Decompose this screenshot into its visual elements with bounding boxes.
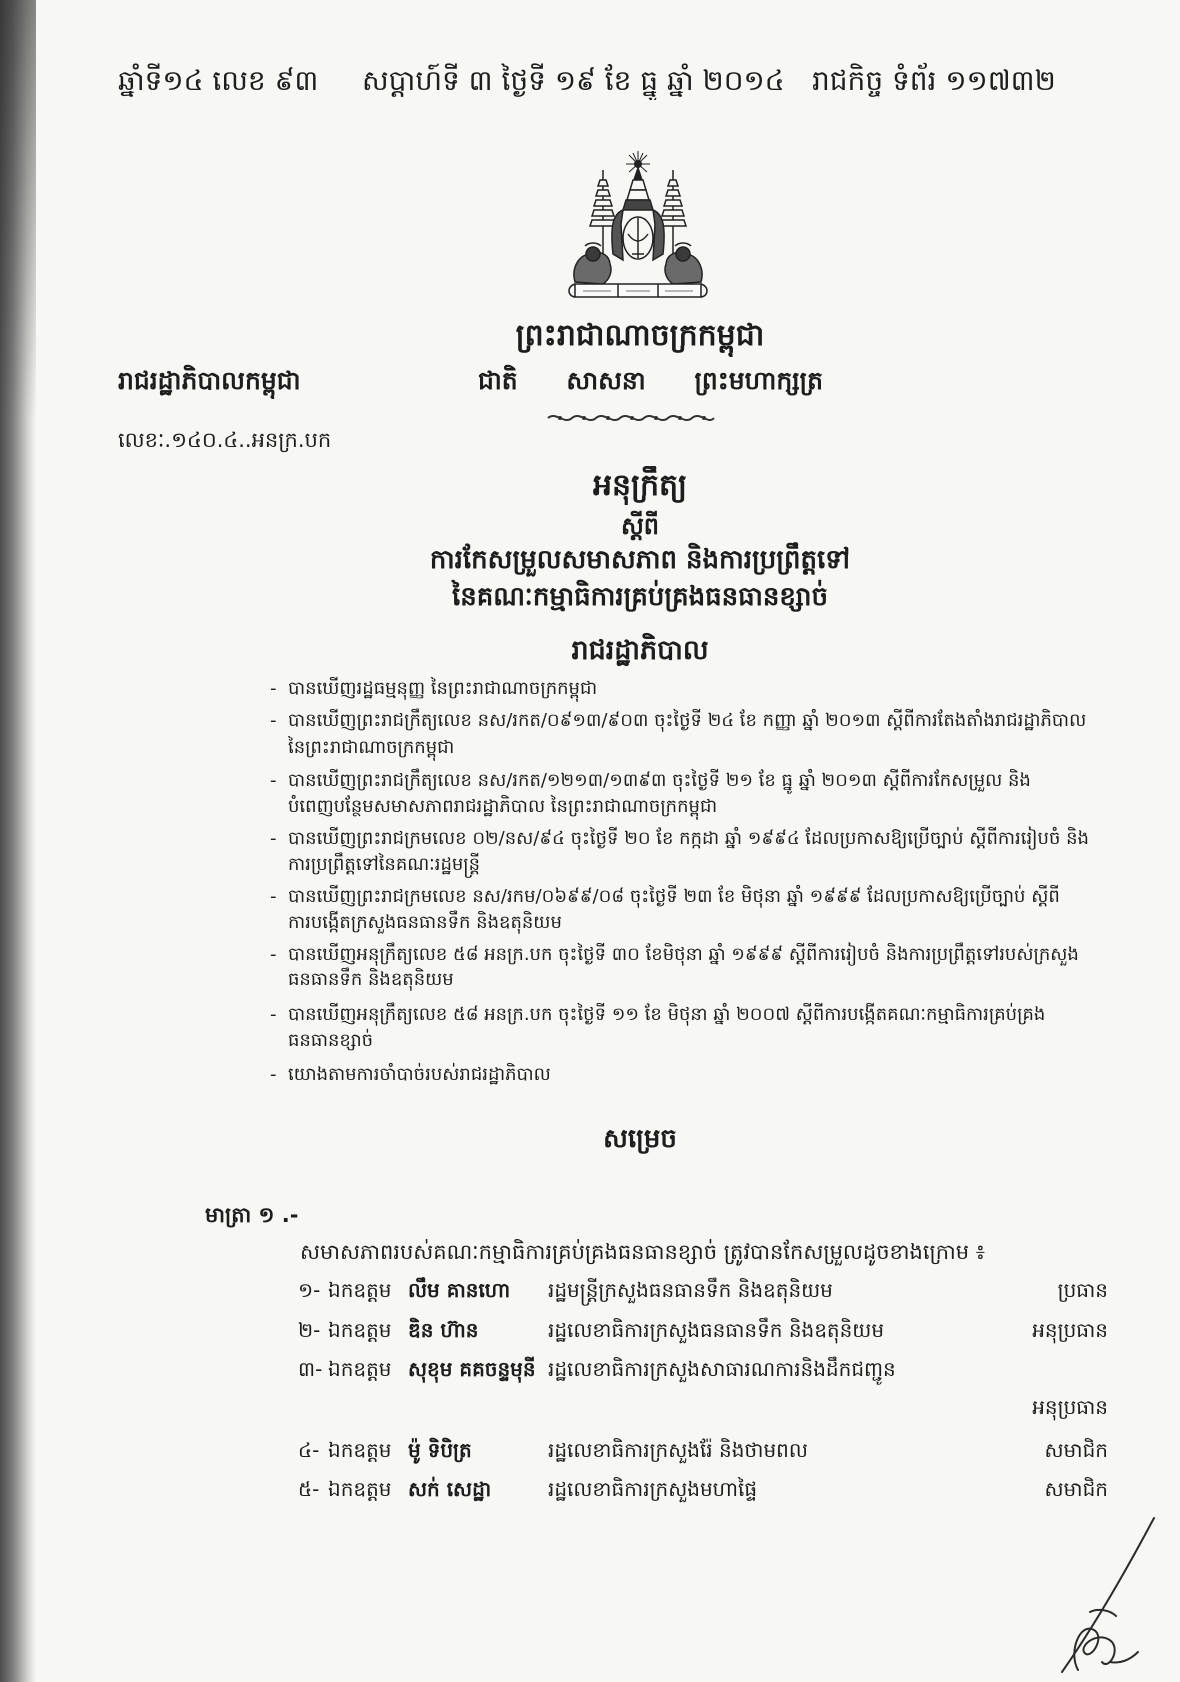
- bullet-marker: -: [270, 770, 277, 791]
- member-position: រដ្ឋលេខាធិការក្រសួងរ៉ែ និងថាមពល: [548, 1438, 808, 1462]
- bullet-marker: -: [270, 1004, 277, 1025]
- member-honorific: ឯកឧត្តម: [328, 1318, 392, 1342]
- member-name: ឌិន ហ៊ាន: [408, 1318, 479, 1342]
- reference-number: លេខៈ.១៤០.៤..អនក្រ.បក: [118, 428, 332, 452]
- article-intro: សមាសភាពរបស់គណៈកម្មាធិការគ្រប់គ្រងធនធានខ្សាច់ ត្រូវបានកែសម្រួលដូចខាងក្រោម ៖: [300, 1240, 986, 1264]
- member-number: ៣-: [298, 1357, 323, 1381]
- article-heading: មាត្រា ១ .-: [205, 1203, 299, 1227]
- gazette-page-number: រាជកិច្ច ទំព័រ ១១៧៣២: [812, 64, 1056, 97]
- gazette-week-date: សប្តាហ៍ទី ៣ ថ្ងៃទី ១៩ ខែ ធ្នូ ឆ្នាំ ២០១៤: [362, 64, 785, 97]
- member-role: សមាជិក: [1044, 1438, 1108, 1462]
- preamble-line: បានឃើញព្រះរាជក្រមលេខ នស/រកម/០៦៩៩/០៨ ចុះថ្ងៃទី ២៣ ខែ មិថុនា ឆ្នាំ ១៩៩៩ ដែលប្រកាសឱ្យប្រើច្បាប់ ស្តីពី: [288, 886, 1060, 907]
- member-honorific: ឯកឧត្តម: [328, 1477, 392, 1501]
- preamble-line: បានឃើញអនុក្រឹត្យលេខ ៥៨ អនក្រ.បក ចុះថ្ងៃទី ១១ ខែ មិថុនា ឆ្នាំ ២០០៧ ស្តីពីការបង្កើតគណៈកម្មាធិការគ្រប់គ្រង: [288, 1004, 1046, 1025]
- preamble-line: បានឃើញព្រះរាជក្រមលេខ ០២/នស/៩៤ ចុះថ្ងៃទី ២០ ខែ កក្កដា ឆ្នាំ ១៩៩៤ ដែលប្រកាសឱ្យប្រើច្បាប់ ស្តីពីការរៀបចំ និង: [288, 828, 1089, 849]
- member-role: ប្រធាន: [1057, 1278, 1108, 1302]
- member-name: សក់ សេដ្ឋា: [408, 1477, 492, 1501]
- gazette-year-issue: ឆ្នាំទី១៤ លេខ ៩៣: [118, 64, 319, 97]
- member-role: សមាជិក: [1044, 1477, 1108, 1501]
- bullet-marker: -: [270, 678, 277, 699]
- member-number: ១-: [298, 1278, 321, 1302]
- member-role: អនុប្រធាន: [1032, 1318, 1108, 1342]
- bullet-marker: -: [270, 710, 277, 731]
- member-honorific: ឯកឧត្តម: [328, 1438, 392, 1462]
- document-on: ស្តីពី: [620, 511, 660, 540]
- member-number: ៥-: [298, 1477, 320, 1501]
- preamble-line: បំពេញបន្ថែមសមាសភាពរាជរដ្ឋាភិបាល នៃព្រះរាជាណាចក្រកម្ពុជា: [288, 796, 718, 817]
- member-position: រដ្ឋមន្ត្រីក្រសួងធនធានទឹក និងឧតុនិយម: [548, 1278, 833, 1302]
- member-name: ម៉ូ ទិបិត្រ: [408, 1438, 472, 1462]
- member-number: ៤-: [298, 1438, 320, 1462]
- member-position: រដ្ឋលេខាធិការក្រសួងធនធានទឹក និងឧតុនិយម: [548, 1318, 885, 1342]
- member-row: [0, 1433, 1180, 1467]
- member-row: [0, 1273, 1180, 1307]
- preamble-line: ធនធានទឹក និងឧតុនិយម: [288, 969, 454, 990]
- preamble-line: ការប្រព្រឹត្តទៅនៃគណៈរដ្ឋមន្ត្រី: [288, 854, 481, 875]
- ornament-divider-icon: [540, 409, 720, 427]
- member-name: លឹម គានហោ: [408, 1278, 511, 1302]
- member-role: អនុប្រធាន: [1032, 1395, 1108, 1419]
- national-motto: [478, 363, 823, 399]
- member-row: [0, 1352, 1180, 1419]
- document-type: អនុក្រឹត្យ: [592, 468, 688, 503]
- preamble-line: បានឃើញអនុក្រឹត្យលេខ ៥៨ អនក្រ.បក ចុះថ្ងៃទី ៣០ ខែមិថុនា ឆ្នាំ ១៩៩៩ ស្តីពីការរៀបចំ និងការប្រព្រឹត្តទៅរបស់ក្រសួង: [288, 944, 1079, 965]
- bullet-marker: -: [270, 828, 277, 849]
- scan-shadow-top: [0, 0, 36, 420]
- subject-line-1: ការកែសម្រួលសមាសភាព និងការប្រព្រឹត្តទៅ: [429, 545, 851, 575]
- bullet-marker: -: [270, 1064, 277, 1085]
- signature-mark: [1050, 1512, 1162, 1677]
- kingdom-title: ព្រះរាជាណាចក្រកម្ពុជា: [515, 318, 765, 353]
- bullet-marker: -: [270, 944, 277, 965]
- preamble-line: បានឃើញព្រះរាជក្រឹត្យលេខ នស/រកត/១២១៣/១៣៩៣ ចុះថ្ងៃទី ២១ ខែ ធ្នូ ឆ្នាំ ២០១៣ ស្តីពីការកែសម្រួល និង: [288, 770, 1031, 791]
- royal-emblem-icon: [563, 150, 713, 300]
- member-row: [0, 1313, 1180, 1347]
- member-row: [0, 1472, 1180, 1506]
- preamble-line: យោងតាមការចាំបាច់របស់រាជរដ្ឋាភិបាល: [288, 1064, 551, 1085]
- decision-heading: សម្រេច: [603, 1124, 677, 1154]
- member-name: សុខុម គគចន្ទមុនី: [408, 1357, 536, 1381]
- member-honorific: ឯកឧត្តម: [328, 1357, 392, 1381]
- preamble-line: ធនធានខ្សាច់: [288, 1030, 374, 1051]
- motto-nation: ជាតិ: [478, 366, 518, 395]
- motto-religion: សាសនា: [566, 366, 646, 395]
- preamble-line: បានឃើញរដ្ឋធម្មនុញ្ញ នៃព្រះរាជាណាចក្រកម្ពុជា: [288, 678, 598, 699]
- preamble-line: ការបង្កើតក្រសួងធនធានទឹក និងឧតុនិយម: [288, 912, 562, 933]
- issuer-heading: រាជរដ្ឋាភិបាល: [571, 635, 709, 666]
- preamble-line: នៃព្រះរាជាណាចក្រកម្ពុជា: [288, 737, 455, 758]
- member-honorific: ឯកឧត្តម: [328, 1278, 392, 1302]
- bullet-marker: -: [270, 886, 277, 907]
- motto-king: ព្រះមហាក្សត្រ: [694, 366, 823, 395]
- member-position: រដ្ឋលេខាធិការក្រសួងមហាផ្ទៃ: [548, 1477, 758, 1501]
- member-position: រដ្ឋលេខាធិការក្រសួងសាធារណការនិងដឹកជញ្ជូន: [548, 1357, 896, 1381]
- preamble-line: បានឃើញព្រះរាជក្រឹត្យលេខ នស/រកត/០៩១៣/៩០៣ ចុះថ្ងៃទី ២៤ ខែ កញ្ញា ឆ្នាំ ២០១៣ ស្តីពីការតែងតាំងរាជរដ្ឋាភិបាល: [288, 710, 1087, 731]
- member-number: ២-: [298, 1318, 321, 1342]
- government-name: រាជរដ្ឋាភិបាលកម្ពុជា: [118, 366, 301, 395]
- subject-line-2: នៃគណៈកម្មាធិការគ្រប់គ្រងធនធានខ្សាច់: [451, 582, 829, 612]
